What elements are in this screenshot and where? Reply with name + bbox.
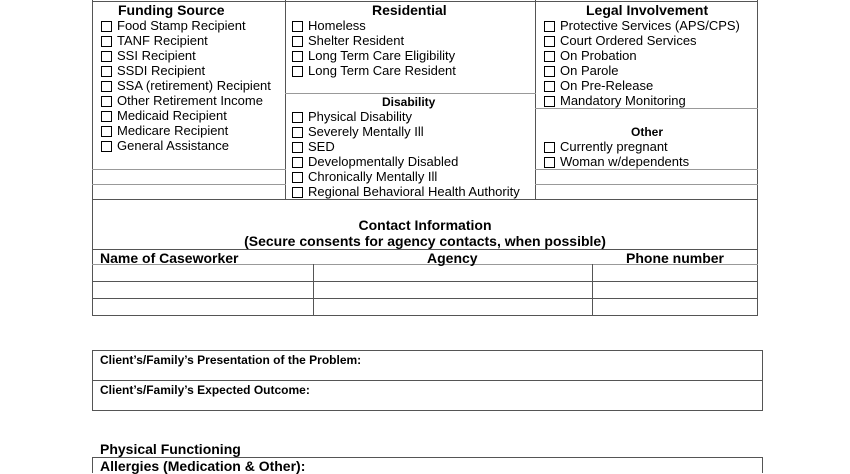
allergies-label: Allergies (Medication & Other): xyxy=(100,458,306,474)
funding-tanf[interactable]: TANF Recipient xyxy=(101,33,208,48)
funding-other-retirement[interactable]: Other Retirement Income xyxy=(101,93,263,108)
agency-field-1[interactable] xyxy=(314,265,592,281)
checkbox[interactable] xyxy=(544,81,555,92)
funding-food-stamp[interactable]: Food Stamp Recipient xyxy=(101,18,246,33)
legal-involvement-header: Legal Involvement xyxy=(586,2,709,18)
checkbox[interactable] xyxy=(101,111,112,122)
checkbox[interactable] xyxy=(292,142,303,153)
legal-protective-services[interactable]: Protective Services (APS/CPS) xyxy=(544,18,740,33)
checkbox[interactable] xyxy=(101,36,112,47)
checkbox[interactable] xyxy=(292,187,303,198)
funding-ssa[interactable]: SSA (retirement) Recipient xyxy=(101,78,271,93)
checkbox[interactable] xyxy=(292,66,303,77)
checkbox[interactable] xyxy=(544,51,555,62)
presentation-field[interactable] xyxy=(93,368,762,380)
caseworker-field-3[interactable] xyxy=(93,299,313,315)
presentation-label: Client’s/Family’s Presentation of the Problem: xyxy=(100,353,362,367)
disability-smi[interactable]: Severely Mentally Ill xyxy=(292,124,424,139)
disability-sed[interactable]: SED xyxy=(292,139,335,154)
disability-rbha[interactable]: Regional Behavioral Health Authority xyxy=(292,184,520,199)
contact-subtitle: (Secure consents for agency contacts, when possible) xyxy=(244,233,606,249)
caseworker-field-1[interactable] xyxy=(93,265,313,281)
funding-ssi[interactable]: SSI Recipient xyxy=(101,48,196,63)
checkbox[interactable] xyxy=(544,96,555,107)
disability-chronic-mi[interactable]: Chronically Mentally Ill xyxy=(292,169,437,184)
checkbox[interactable] xyxy=(101,51,112,62)
checkbox[interactable] xyxy=(292,51,303,62)
funding-general-assistance[interactable]: General Assistance xyxy=(101,138,229,153)
checkbox[interactable] xyxy=(101,141,112,152)
physical-functioning-heading: Physical Functioning xyxy=(100,441,241,457)
caseworker-field-2[interactable] xyxy=(93,282,313,298)
phone-field-2[interactable] xyxy=(593,282,757,298)
funding-ssdi[interactable]: SSDI Recipient xyxy=(101,63,205,78)
legal-pre-release[interactable]: On Pre-Release xyxy=(544,78,653,93)
funding-medicare[interactable]: Medicare Recipient xyxy=(101,123,228,138)
expected-outcome-label: Client’s/Family’s Expected Outcome: xyxy=(100,383,310,397)
residential-ltc-resident[interactable]: Long Term Care Resident xyxy=(292,63,456,78)
disability-physical[interactable]: Physical Disability xyxy=(292,109,412,124)
checkbox[interactable] xyxy=(101,21,112,32)
agency-field-2[interactable] xyxy=(314,282,592,298)
checkbox[interactable] xyxy=(101,81,112,92)
other-pregnant[interactable]: Currently pregnant xyxy=(544,139,668,154)
contact-title: Contact Information xyxy=(358,217,492,233)
caseworker-column-header: Name of Caseworker xyxy=(100,250,239,266)
other-woman-dependents[interactable]: Woman w/dependents xyxy=(544,154,689,169)
checkbox[interactable] xyxy=(544,21,555,32)
checkbox[interactable] xyxy=(292,21,303,32)
checkbox[interactable] xyxy=(544,157,555,168)
checkbox[interactable] xyxy=(101,96,112,107)
disability-header: Disability xyxy=(382,95,436,109)
expected-outcome-field[interactable] xyxy=(93,397,762,410)
checkbox[interactable] xyxy=(101,126,112,137)
checkbox[interactable] xyxy=(292,172,303,183)
legal-court-ordered[interactable]: Court Ordered Services xyxy=(544,33,697,48)
other-header: Other xyxy=(631,125,664,139)
phone-column-header: Phone number xyxy=(626,250,725,266)
legal-mandatory-monitoring[interactable]: Mandatory Monitoring xyxy=(544,93,686,108)
residential-shelter[interactable]: Shelter Resident xyxy=(292,33,404,48)
checkbox[interactable] xyxy=(292,127,303,138)
residential-ltc-eligibility[interactable]: Long Term Care Eligibility xyxy=(292,48,455,63)
checkbox[interactable] xyxy=(101,66,112,77)
residential-header: Residential xyxy=(372,2,447,18)
checkbox[interactable] xyxy=(292,112,303,123)
checkbox[interactable] xyxy=(544,66,555,77)
phone-field-1[interactable] xyxy=(593,265,757,281)
checkbox[interactable] xyxy=(544,36,555,47)
funding-medicaid[interactable]: Medicaid Recipient xyxy=(101,108,227,123)
checkbox[interactable] xyxy=(292,157,303,168)
funding-source-header: Funding Source xyxy=(118,2,225,18)
checkbox[interactable] xyxy=(544,142,555,153)
legal-probation[interactable]: On Probation xyxy=(544,48,637,63)
residential-homeless[interactable]: Homeless xyxy=(292,18,366,33)
checkbox[interactable] xyxy=(292,36,303,47)
disability-developmental[interactable]: Developmentally Disabled xyxy=(292,154,458,169)
agency-column-header: Agency xyxy=(427,250,478,266)
legal-parole[interactable]: On Parole xyxy=(544,63,619,78)
agency-field-3[interactable] xyxy=(314,299,592,315)
phone-field-3[interactable] xyxy=(593,299,757,315)
